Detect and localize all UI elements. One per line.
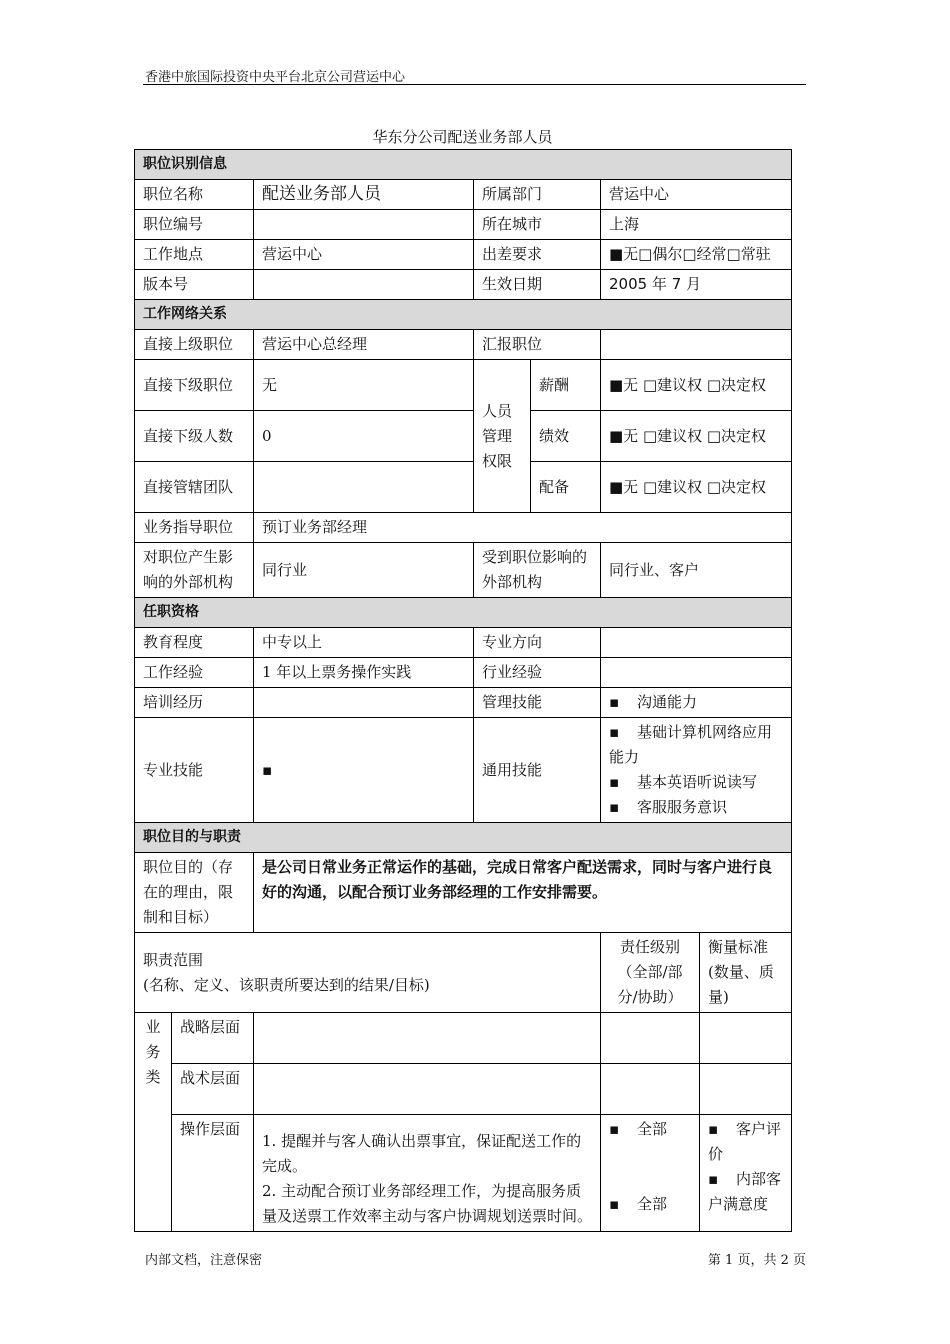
document-title: 华东分公司配送业务部人员 — [372, 128, 553, 146]
affects-value: 同行业 — [254, 543, 474, 598]
city-value: 上海 — [601, 210, 792, 240]
section-qualification: 任职资格 — [135, 598, 792, 628]
management-value — [601, 688, 792, 718]
experience-label: 工作经验 — [135, 658, 254, 688]
operation-measures — [700, 1115, 792, 1232]
subordinate-count-value: 0 — [254, 411, 474, 462]
version-value — [254, 270, 474, 300]
training-value — [254, 688, 474, 718]
team-value — [254, 462, 474, 513]
effective-date-label: 生效日期 — [474, 270, 601, 300]
effective-date-value: 2005 年 7 月 — [601, 270, 792, 300]
location-label: 工作地点 — [135, 240, 254, 270]
footer-confidential: 内部文档，注意保密 — [145, 1253, 263, 1268]
operation-duties — [254, 1115, 601, 1232]
level-item: ▪ 全部 — [609, 1192, 691, 1217]
guidance-value: 预订业务部经理 — [254, 513, 792, 543]
strategy-measure — [700, 1013, 792, 1064]
level-header: 责任级别（全部/部分/协助） — [601, 933, 700, 1013]
authority-label: 人员管理权限 — [474, 360, 531, 513]
education-value: 中专以上 — [254, 628, 474, 658]
page-header: 香港中旅国际投资中央平台北京公司营运中心 — [145, 70, 406, 85]
purpose-text: 是公司日常业务正常运作的基础，完成日常客户配送需求，同时与客户进行良好的沟通，以配合预订业务部经理的工作安排需要。 — [254, 853, 792, 933]
position-name-label: 职位名称 — [135, 180, 254, 210]
location-value: 营运中心 — [254, 240, 474, 270]
level-item: ▪ 全部 — [609, 1117, 691, 1142]
authority-performance-value: ■无 □建议权 □决定权 — [601, 411, 792, 462]
guidance-label: 业务指导职位 — [135, 513, 254, 543]
measure-header: 衡量标准(数量、质量) — [700, 933, 792, 1013]
authority-salary-label: 薪酬 — [531, 360, 601, 411]
superior-label: 直接上级职位 — [135, 330, 254, 360]
major-value — [601, 628, 792, 658]
header-rule — [143, 84, 806, 85]
job-description-table — [134, 149, 792, 1232]
professional-label: 专业技能 — [135, 718, 254, 823]
scope-header — [135, 933, 601, 1013]
affects-label: 对职位产生影响的外部机构 — [135, 543, 254, 598]
strategy-label: 战略层面 — [172, 1013, 254, 1064]
affected-value: 同行业、客户 — [601, 543, 792, 598]
general-skill-item: ▪ 客服服务意识 — [609, 795, 783, 820]
scope-label: 职责范围 — [143, 950, 204, 969]
superior-value: 营运中心总经理 — [254, 330, 474, 360]
report-label: 汇报职位 — [474, 330, 601, 360]
management-label: 管理技能 — [474, 688, 601, 718]
authority-staffing-value: ■无 □建议权 □决定权 — [601, 462, 792, 513]
department-value: 营运中心 — [601, 180, 792, 210]
measure-item: ▪ 内部客户满意度 — [708, 1167, 783, 1217]
duty-item: 1. 提醒并与客人确认出票事宜，保证配送工作的完成。 — [262, 1132, 582, 1175]
major-label: 专业方向 — [474, 628, 601, 658]
operation-levels — [601, 1115, 700, 1232]
subordinate-label: 直接下级职位 — [135, 360, 254, 411]
authority-staffing-label: 配备 — [531, 462, 601, 513]
management-skill-item: ▪ 沟通能力 — [609, 690, 783, 715]
position-code-label: 职位编号 — [135, 210, 254, 240]
authority-performance-label: 绩效 — [531, 411, 601, 462]
measure-item: ▪ 客户评价 — [708, 1117, 783, 1167]
industry-value — [601, 658, 792, 688]
training-label: 培训经历 — [135, 688, 254, 718]
report-value — [601, 330, 792, 360]
strategy-duties — [254, 1013, 601, 1064]
education-label: 教育程度 — [135, 628, 254, 658]
strategy-level — [601, 1013, 700, 1064]
travel-label: 出差要求 — [474, 240, 601, 270]
section-purpose: 职位目的与职责 — [135, 823, 792, 853]
tactic-level — [601, 1064, 700, 1115]
professional-skill-item — [262, 758, 465, 783]
scope-sub: (名称、定义、该职责所要达到的结果/目标) — [143, 975, 430, 994]
duty-item: 2. 主动配合预订业务部经理工作，为提高服务质量及送票工作效率主动与客户协调规划送票时间。 — [262, 1182, 593, 1225]
city-label: 所在城市 — [474, 210, 601, 240]
subordinate-count-label: 直接下级人数 — [135, 411, 254, 462]
section-identification: 职位识别信息 — [135, 150, 792, 180]
general-value — [601, 718, 792, 823]
affected-label: 受到职位影响的外部机构 — [474, 543, 601, 598]
general-skill-item: ▪ 基本英语听说读写 — [609, 770, 783, 795]
general-label: 通用技能 — [474, 718, 601, 823]
subordinate-value: 无 — [254, 360, 474, 411]
general-skill-item: ▪ 基础计算机网络应用能力 — [609, 720, 783, 770]
position-code-value — [254, 210, 474, 240]
purpose-label: 职位目的（存在的理由，限制和目标） — [135, 853, 254, 933]
tactic-measure — [700, 1064, 792, 1115]
industry-label: 行业经验 — [474, 658, 601, 688]
operation-label: 操作层面 — [172, 1115, 254, 1232]
version-label: 版本号 — [135, 270, 254, 300]
team-label: 直接管辖团队 — [135, 462, 254, 513]
tactic-duties — [254, 1064, 601, 1115]
business-category-label: 业务类 — [135, 1013, 172, 1232]
department-label: 所属部门 — [474, 180, 601, 210]
position-name-value: 配送业务部人员 — [254, 180, 474, 210]
professional-value — [254, 718, 474, 823]
footer-page-number: 第 1 页，共 2 页 — [707, 1253, 806, 1268]
section-network: 工作网络关系 — [135, 300, 792, 330]
authority-salary-value: ■无 □建议权 □决定权 — [601, 360, 792, 411]
tactic-label: 战术层面 — [172, 1064, 254, 1115]
travel-value: ■无□偶尔□经常□常驻 — [601, 240, 792, 270]
experience-value: 1 年以上票务操作实践 — [254, 658, 474, 688]
